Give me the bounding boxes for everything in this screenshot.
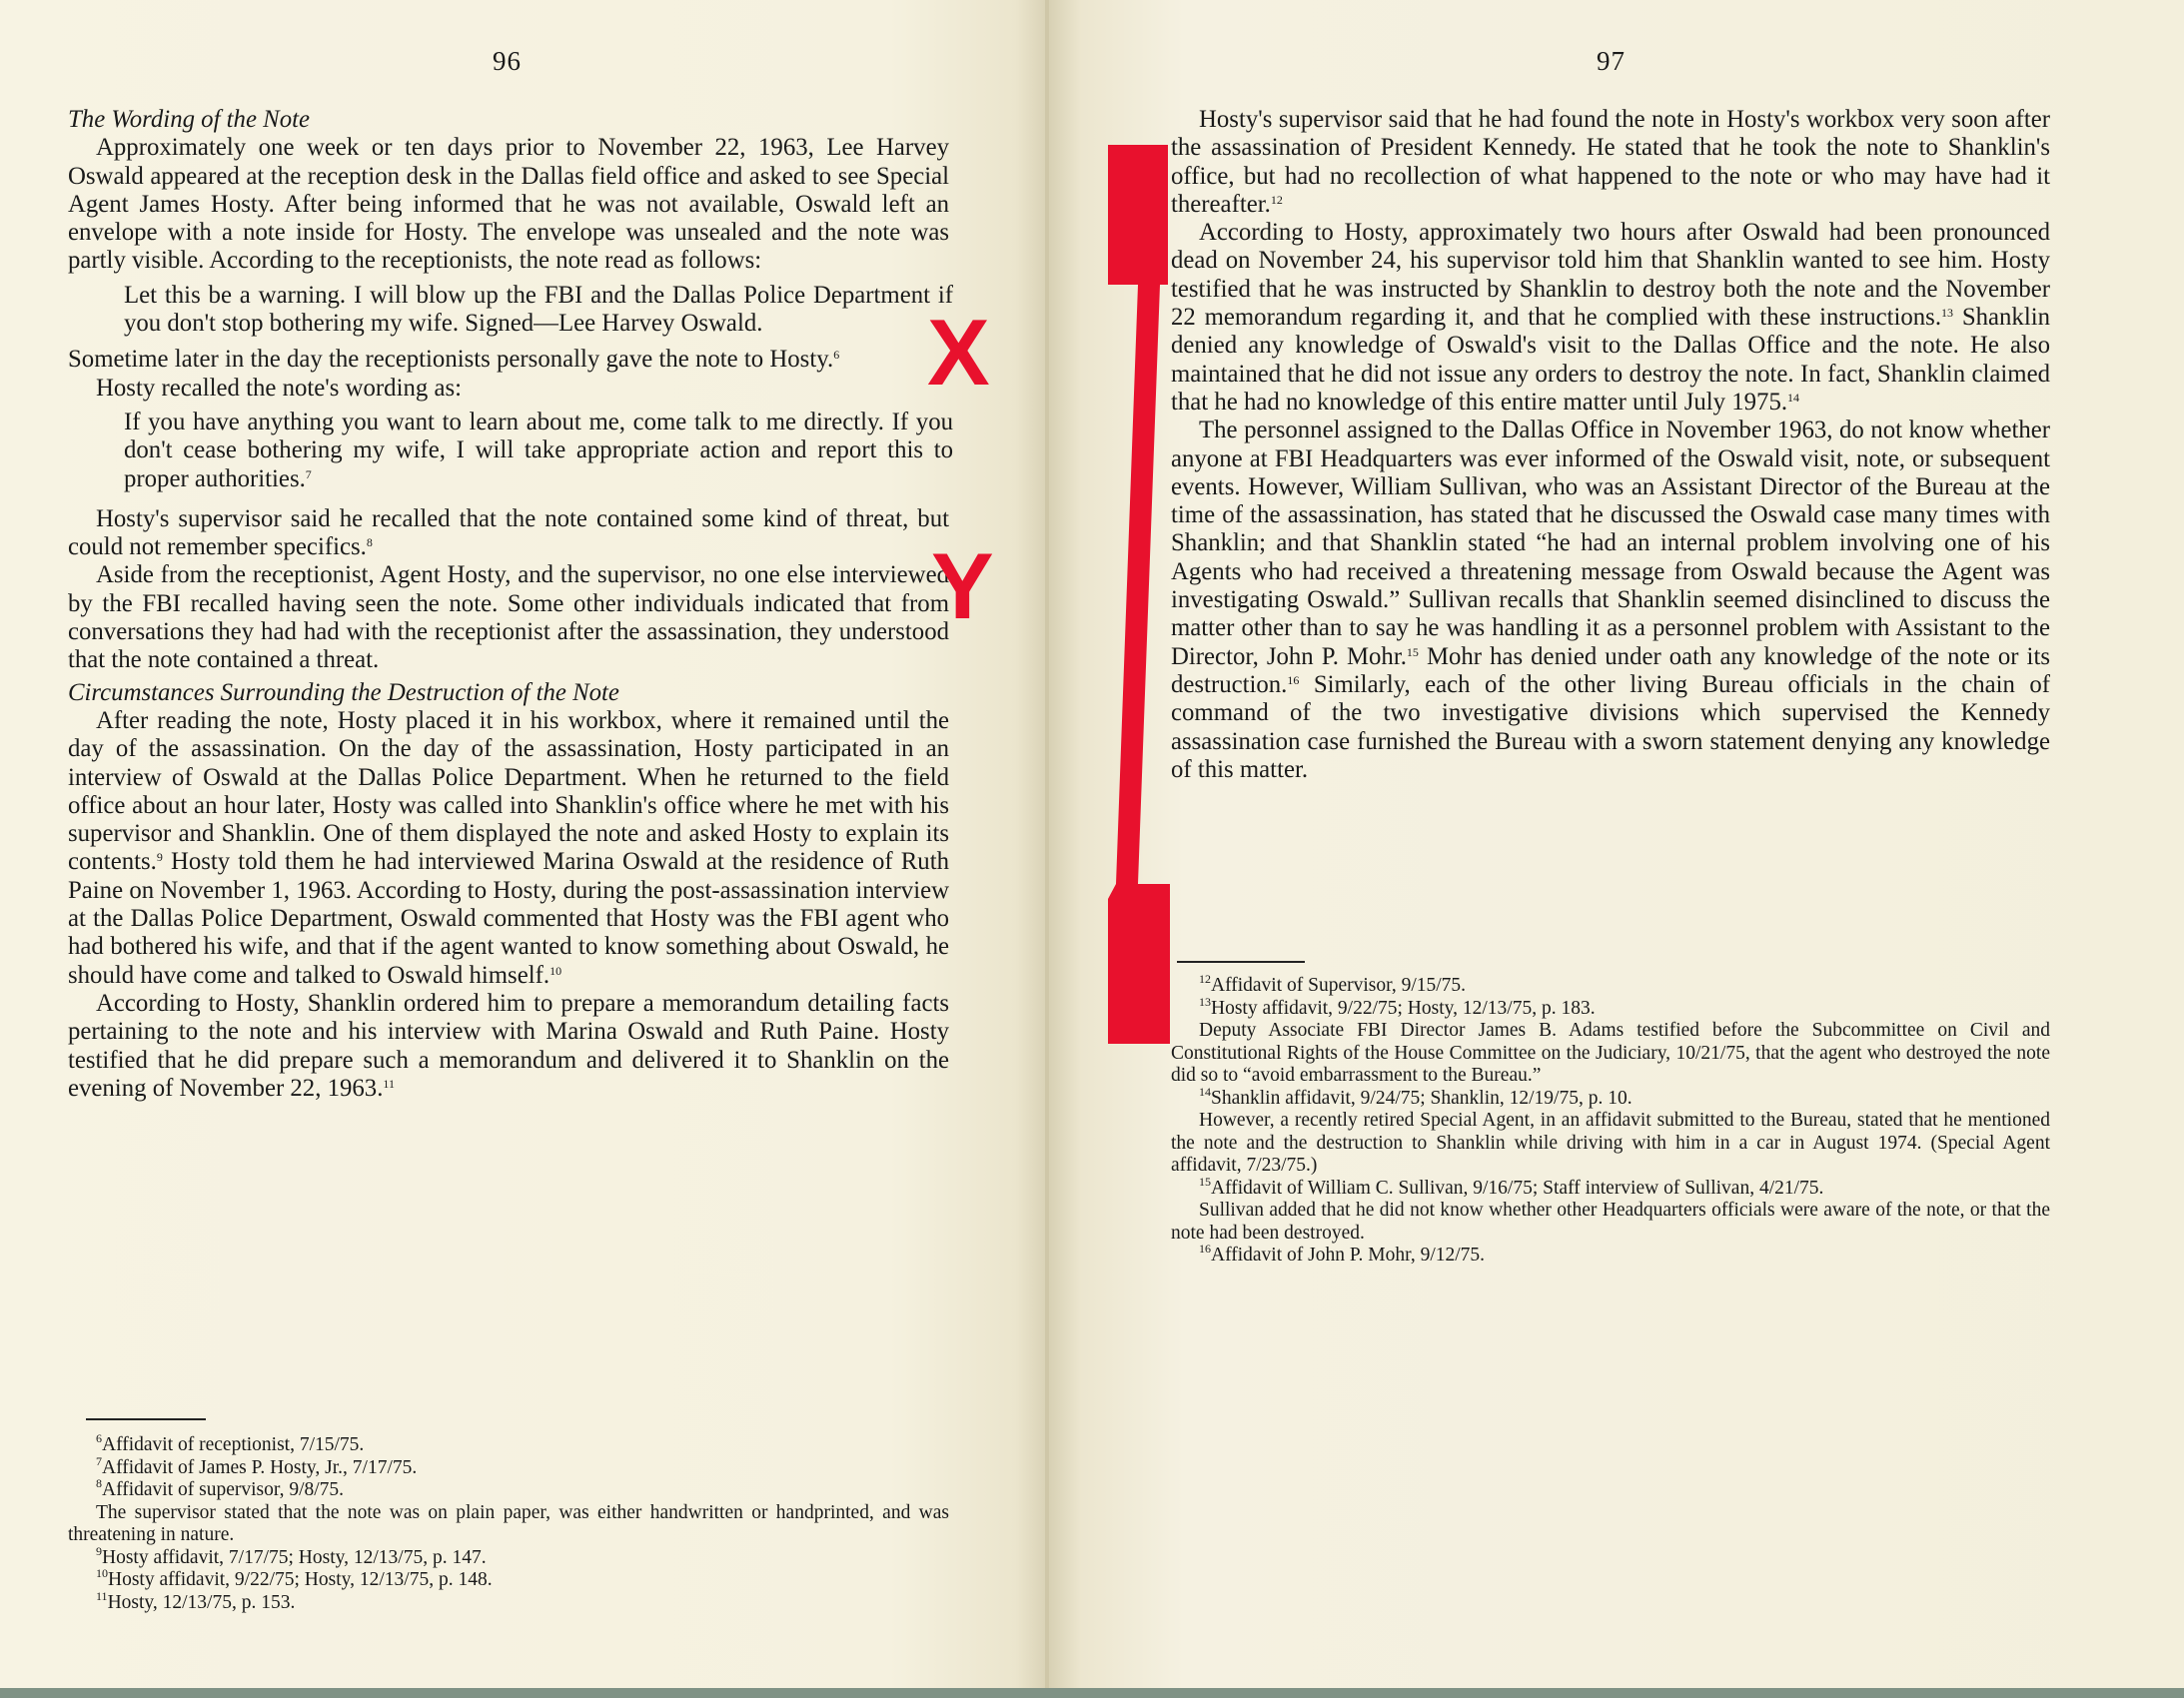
left-footnotes: $^6$Affidavit of receptionist, 7/15/75. $^7$Affidavit of James P. Hosty, Jr., 7/17/75. $^8$Affidavit of supervisor, 9/8/75. The supervisor stated that the note was on plain paper, was either handwritten or handprinted, and was threatening in nature. $^9$Hosty affidavit, 7/17/75; Hosty, 12/13/75, p. 147. $^{10}$Hosty affidavit, 9/22/75; Hosty, 12/13/75, p. 148. $^{11}$Hosty, 12/13/75, p. 153. [68, 1431, 949, 1613]
paragraph: Hosty's supervisor said he recalled that the note contained some kind of threat, but could not remember specifics.$^8$ [68, 504, 949, 561]
paragraph: After reading the note, Hosty placed it in his workbox, where it remained until the day of the assassination. On the day of the assassination, Hosty participated in an interview of Oswald at the Dallas Police Department. When he returned to the field office about an hour later, Hosty was called into Shanklin's office where he met with his supervisor and Shanklin. One of them displayed the note and asked Hosty to explain its contents.$^9$ Hosty told them he had interviewed Marina Oswald at the residence of Ruth Paine on November 1, 1963. According to Hosty, during the post-assassination interview at the Dallas Police Department, Oswald commented that Hosty was the FBI agent who had bothered his wife, and that if the agent wanted to know something about Oswald, he should have come and talked to Oswald himself.$^{10}$ [68, 706, 949, 989]
footnote-ref: 6 [833, 348, 840, 363]
footnote-ref: 10 [549, 963, 562, 978]
paragraph: Sometime later in the day the receptionists personally gave the note to Hosty.$^6$ [68, 346, 840, 374]
footnote-ref: 9 [156, 850, 163, 865]
book-gutter [1045, 0, 1049, 1688]
footnote-ref: 16 [1287, 672, 1300, 687]
paragraph: Approximately one week or ten days prior to November 22, 1963, Lee Harvey Oswald appeared at the reception desk in the Dallas field office and asked to see Special Agent James Hosty. After being informed that he was not available, Oswald left an envelope with a note inside for Hosty. The envelope was unsealed and the note was partly visible. According to the receptionists, the note read as follows: [68, 134, 949, 275]
right-page-body [1171, 106, 2050, 784]
footnote-ref: 14 [1787, 390, 1800, 405]
right-footnotes: $^{12}$Affidavit of Supervisor, 9/15/75. $^{13}$Hosty affidavit, 9/22/75; Hosty, 12/13/75, p. 183. Deputy Associate FBI Director James B. Adams testified before the Subcommittee on Civil and Constitutional Rights of the House Committee on the Judiciary, 10/21/75, that the agent who destroyed the note did so to “avoid embarrassment to the Bureau.” $^{14}$Shanklin affidavit, 9/24/75; Shanklin, 12/19/75, p. 10. However, a recently retired Special Agent, in an affidavit submitted to the Bureau, stated that he mentioned the note and the destruction to Shanklin while driving with him in a car in August 1974. (Special Agent affidavit, 7/23/75.) $^{15}$Affidavit of William C. Sullivan, 9/16/75; Staff interview of Sullivan, 4/21/75. Sullivan added that he did not know whether other Headquarters officials were aware of the note, or that the note had been destroyed. $^{16}$Affidavit of John P. Mohr, 9/12/75. [1171, 972, 2050, 1266]
paragraph: Hosty recalled the note's wording as: [96, 374, 462, 402]
footnote-ref: 11 [383, 1076, 395, 1091]
footnote-ref: 12 [1270, 192, 1283, 207]
handwritten-mark-y: Y [931, 533, 994, 638]
paragraph: The personnel assigned to the Dallas Office in November 1963, do not know whether anyone at FBI Headquarters was ever informed of the Oswald visit, note, or subsequent events. However, William Sullivan, who was an Assistant Director of the Bureau at the time of the assassination, has stated that he discussed the Oswald case many times with Shanklin; and that Shanklin stated “he had an internal problem involving one of his Agents who had received a threatening message from Oswald because the Agent was investigating Oswald.” Sullivan recalls that Shanklin seemed disinclined to discuss the matter other than to say he was handling it as a personnel problem with Assistant to the Director, John P. Mohr.$^{15}$ Mohr has denied under oath any knowledge of the note or its destruction.$^{16}$ Similarly, each of the other living Bureau officials in the chain of command of the two investigative divisions which supervised the Kennedy assassination case furnished the Bureau with a sworn statement denying any knowledge of this matter. [1171, 417, 2050, 783]
paragraph: According to Hosty, approximately two hours after Oswald had been pronounced dead on November 24, his supervisor told him that Shanklin wanted to see him. Hosty testified that he was instructed by Shanklin to destroy both the note and the November 22 memorandum regarding it, and that he complied with these instructions.$^{13}$ Shanklin denied any knowledge of Oswald's visit to the Dallas Office and the note. He also maintained that he did not issue any orders to destroy the note. In fact, Shanklin claimed that he had no knowledge of this entire matter until July 1975.14 [1171, 219, 2050, 416]
right-page-number: 97 [1597, 46, 1626, 76]
quoted-note-receptionist: Let this be a warning. I will blow up the FBI and the Dallas Police Department if you don't stop bothering my wife. Signed—Lee Harvey Oswald. [124, 281, 953, 338]
left-page-number: 96 [493, 46, 522, 76]
paragraph: Hosty's supervisor said that he had found the note in Hosty's workbox very soon after the assassination of President Kennedy. He stated that he took the note to Shanklin's office, but had no recollection of what happened to the note or who may have had it thereafter.$^{12}$ [1171, 106, 2050, 218]
paragraph: According to Hosty, Shanklin ordered him to prepare a memorandum detailing facts pertaining to the note and his interview with Marina Oswald and Ruth Paine. Hosty testified that he did prepare such a memorandum and delivered it to Shanklin on the evening of November 22, 1963.11 [68, 989, 949, 1102]
red-bracket-annotation [1108, 145, 1228, 1044]
background-strip [0, 1688, 2184, 1698]
left-page-body [68, 106, 953, 1103]
footnote-ref: 15 [1406, 644, 1419, 659]
footnote-ref: 7 [305, 466, 312, 481]
footnote-rule [86, 1418, 206, 1420]
section-heading-wording: The Wording of the Note [68, 106, 310, 133]
paragraph: Aside from the receptionist, Agent Hosty, and the supervisor, no one else interviewed by the FBI recalled having seen the note. Some other individuals indicated that from conversations they had had with the receptionist after the assassination, they understood that the note contained a threat. [68, 561, 949, 674]
quoted-note-hosty: If you have anything you want to learn about me, come talk to me directly. If you don't cease bothering my wife, I will take appropriate action and report this to proper authorities.$^7$ [124, 408, 953, 492]
footnote-ref: 13 [1941, 306, 1954, 321]
section-heading-destruction: Circumstances Surrounding the Destruction of the Note [68, 678, 619, 706]
footnote-ref: 8 [366, 535, 373, 550]
handwritten-mark-x: X [927, 300, 990, 405]
